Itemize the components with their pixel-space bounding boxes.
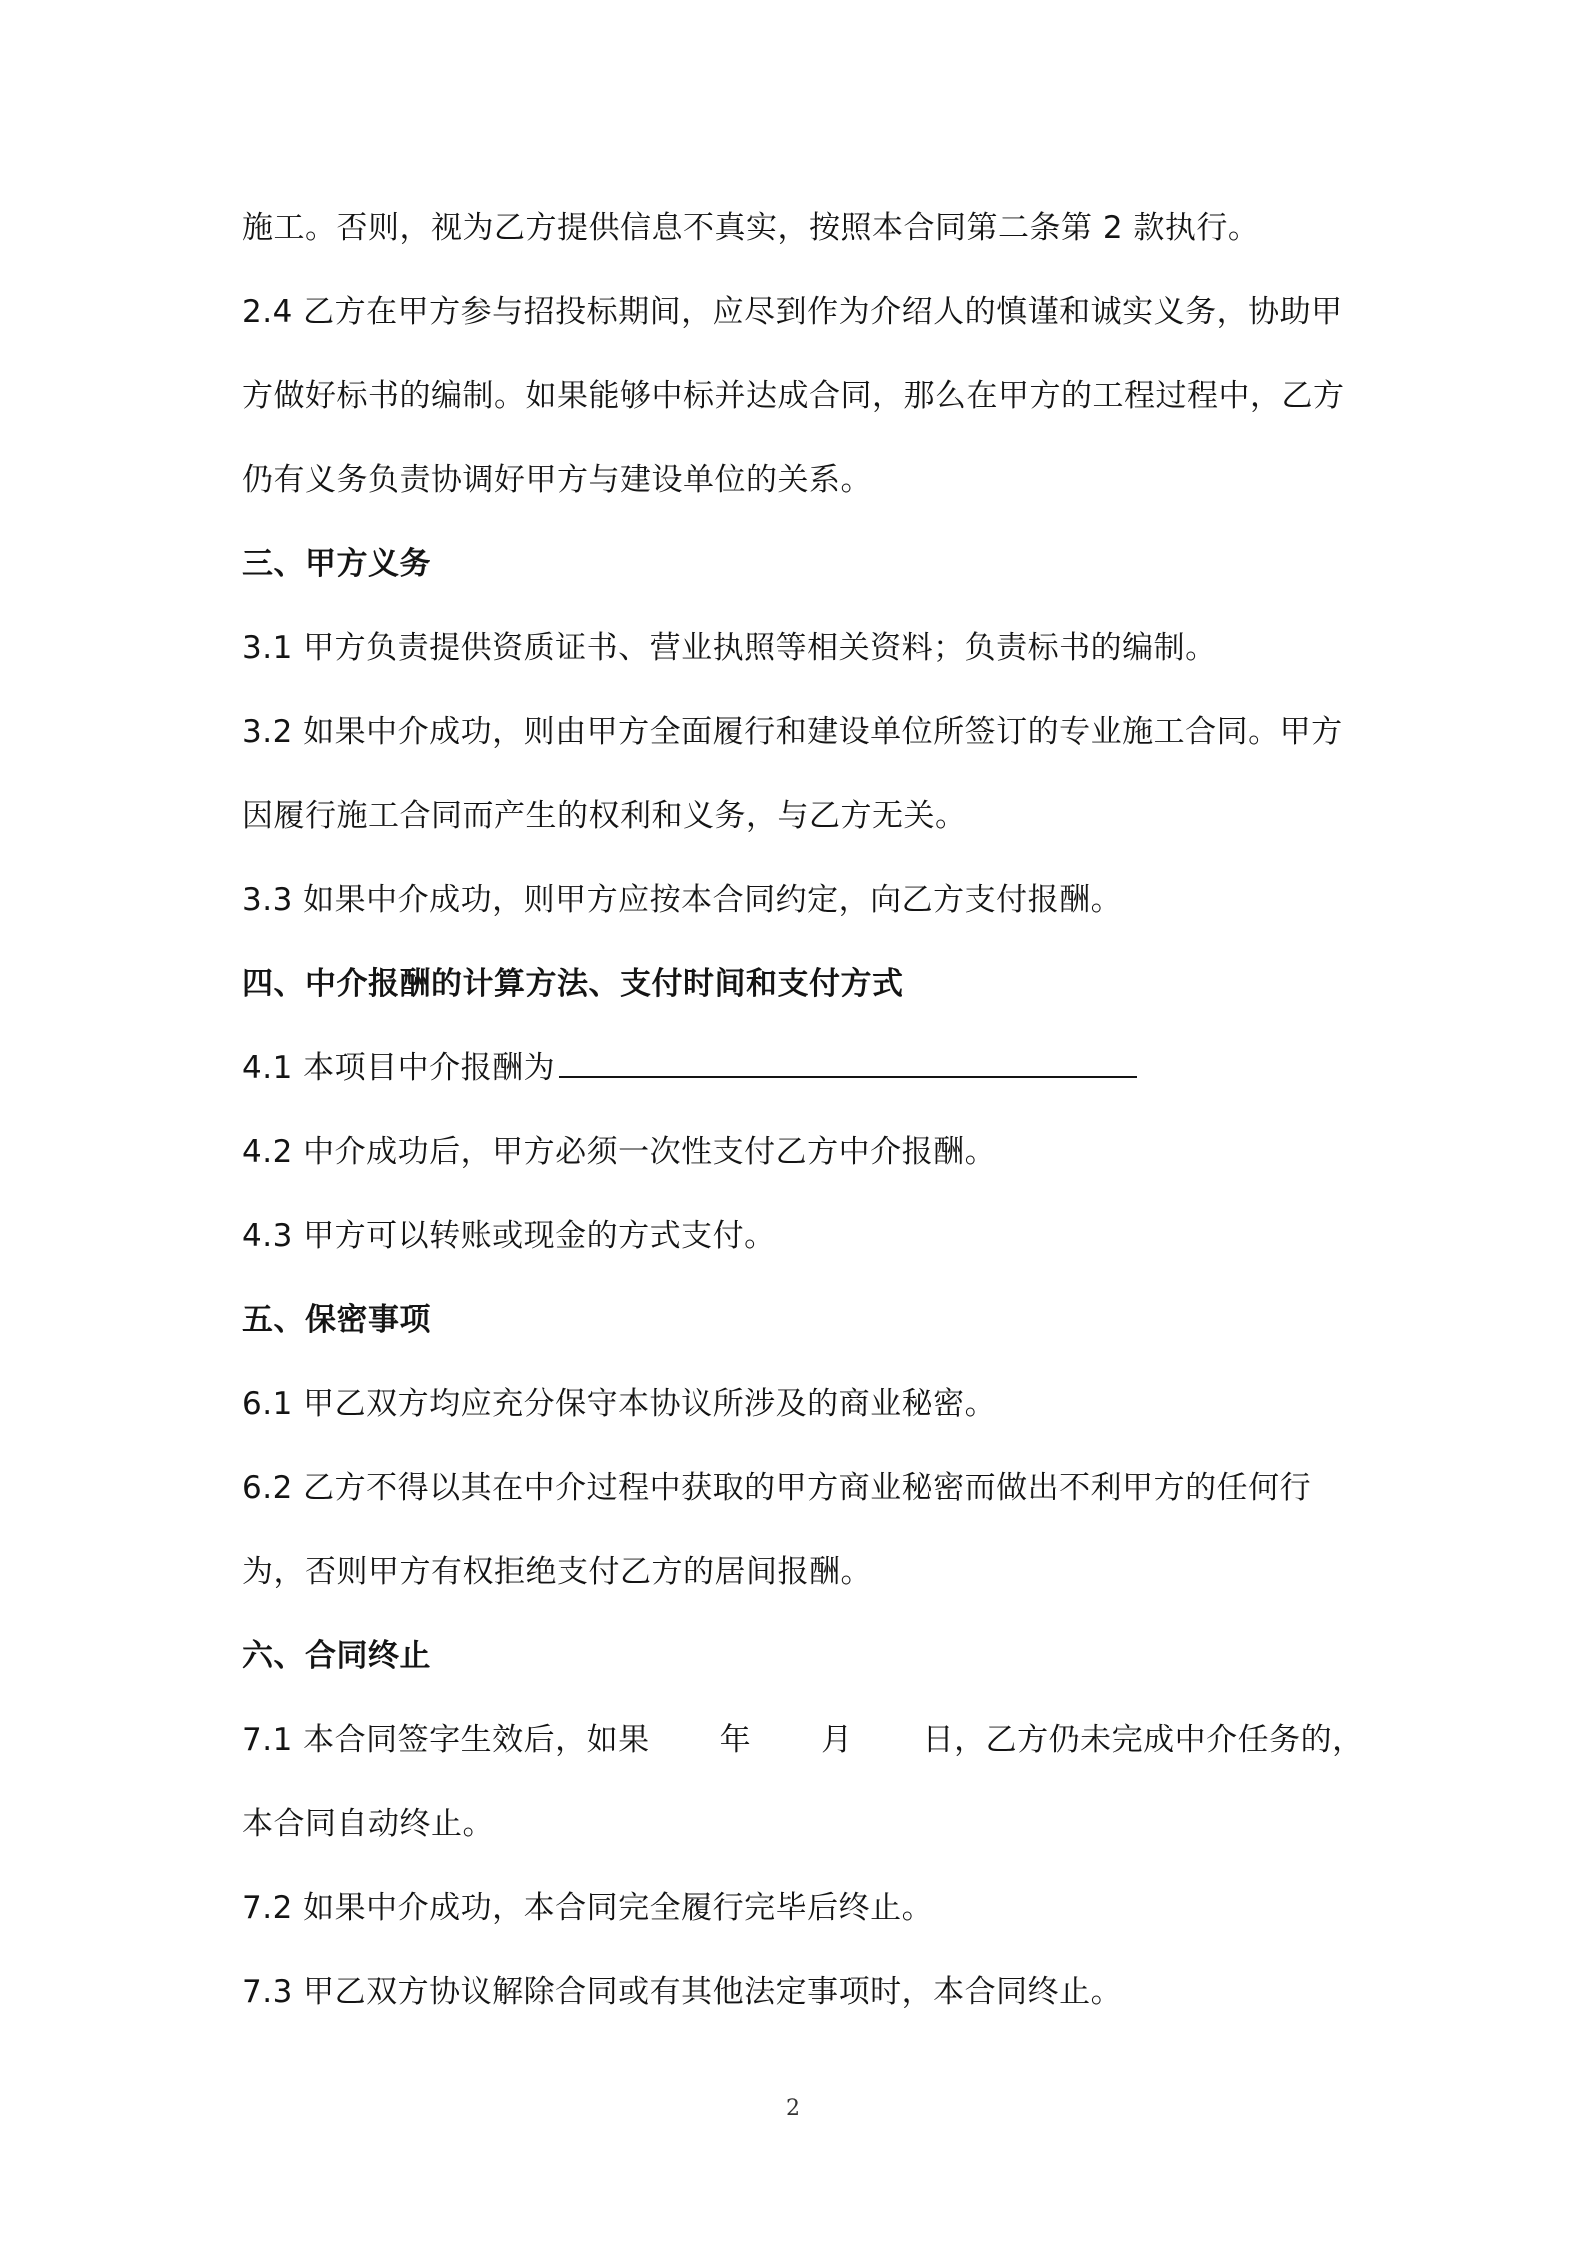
text-line: 因履行施工合同而产生的权利和义务，与乙方无关。	[242, 798, 967, 834]
fill-in-blank-line	[559, 1046, 1137, 1078]
text-line: 方做好标书的编制。如果能够中标并达成合同，那么在甲方的工程过程中，乙方	[242, 378, 1345, 414]
section-heading-5: 五、保密事项	[242, 1302, 431, 1338]
month-label: 月	[821, 1722, 853, 1758]
text-line: 为，否则甲方有权拒绝支付乙方的居间报酬。	[242, 1554, 872, 1590]
clause-2-4: 2.4 乙方在甲方参与招投标期间，应尽到作为介绍人的慎谨和诚实义务，协助甲	[242, 294, 1343, 330]
clause-3-2: 3.2 如果中介成功，则由甲方全面履行和建设单位所签订的专业施工合同。甲方	[242, 714, 1343, 750]
page-number: 2	[786, 2096, 800, 2121]
year-label: 年	[719, 1722, 752, 1758]
section-heading-6: 六、合同终止	[242, 1638, 431, 1674]
clause-6-2: 6.2 乙方不得以其在中介过程中获取的甲方商业秘密而做出不利甲方的任何行	[242, 1470, 1312, 1506]
clause-4-3: 4.3 甲方可以转账或现金的方式支付。	[242, 1218, 776, 1254]
clause-6-1: 6.1 甲乙双方均应充分保守本协议所涉及的商业秘密。	[242, 1386, 997, 1422]
clause-3-3: 3.3 如果中介成功，则甲方应按本合同约定，向乙方支付报酬。	[242, 882, 1123, 918]
clause-4-1-text: 4.1 本项目中介报酬为	[242, 1050, 556, 1086]
clause-4-2: 4.2 中介成功后，甲方必须一次性支付乙方中介报酬。	[242, 1134, 997, 1170]
clause-4-1	[242, 1046, 1362, 1090]
clause-7-1-text: 7.1 本合同签字生效后，如果	[242, 1722, 650, 1758]
text-line: 施工。否则，视为乙方提供信息不真实，按照本合同第二条第 2 款执行。	[242, 210, 1260, 246]
clause-7-2: 7.2 如果中介成功，本合同完全履行完毕后终止。	[242, 1890, 934, 1926]
text-line: 本合同自动终止。	[242, 1806, 494, 1842]
clause-7-3: 7.3 甲乙双方协议解除合同或有其他法定事项时，本合同终止。	[242, 1974, 1123, 2010]
text-line: 仍有义务负责协调好甲方与建设单位的关系。	[242, 462, 872, 498]
clause-3-1: 3.1 甲方负责提供资质证书、营业执照等相关资料；负责标书的编制。	[242, 630, 1217, 666]
day-label: 日，乙方仍未完成中介任务的，	[922, 1722, 1364, 1758]
section-heading-4: 四、中介报酬的计算方法、支付时间和支付方式	[242, 966, 904, 1002]
section-heading-3: 三、甲方义务	[242, 546, 431, 582]
clause-7-1	[242, 1718, 1362, 1762]
